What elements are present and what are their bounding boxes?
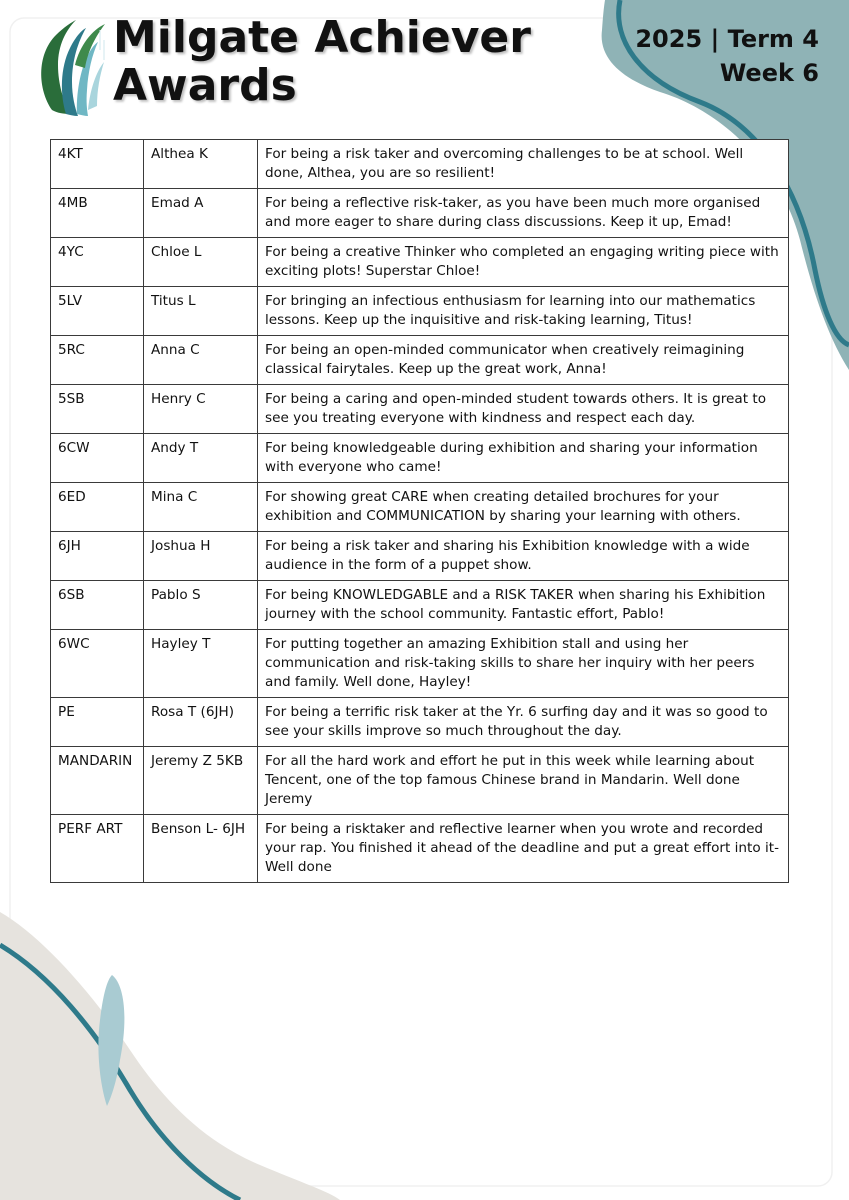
- awards-table: [50, 139, 789, 883]
- student-name-cell: Althea K: [144, 140, 258, 189]
- table-row: [51, 336, 789, 385]
- award-reason-cell: For being an open-minded communicator when creatively reimagining classical fairytales. Keep up the great work, Anna!: [258, 336, 789, 385]
- bottom-left-grey-swash: [0, 912, 340, 1200]
- award-reason-cell: For being KNOWLEDGABLE and a RISK TAKER when sharing his Exhibition journey with the school community. Fantastic effort, Pablo!: [258, 581, 789, 630]
- student-name-cell: Henry C: [144, 385, 258, 434]
- award-reason-cell: For bringing an infectious enthusiasm for learning into our mathematics lessons. Keep up the inquisitive and risk-taking learning, Titus!: [258, 287, 789, 336]
- award-reason-cell: For being a risk taker and sharing his Exhibition knowledge with a wide audience in the form of a puppet show.: [258, 532, 789, 581]
- class-cell: MANDARIN: [51, 747, 144, 815]
- title-line-1: Milgate Achiever: [113, 12, 531, 63]
- table-row: [51, 238, 789, 287]
- table-row: [51, 189, 789, 238]
- award-reason-cell: For showing great CARE when creating detailed brochures for your exhibition and COMMUNICATION by sharing your learning with others.: [258, 483, 789, 532]
- title-line-2: Awards: [113, 60, 297, 111]
- student-name-cell: Titus L: [144, 287, 258, 336]
- award-reason-cell: For being a risktaker and reflective learner when you wrote and recorded your rap. You finished it ahead of the deadline and put a great effort into it- Well done: [258, 815, 789, 883]
- award-reason-cell: For all the hard work and effort he put in this week while learning about Tencent, one of the top famous Chinese brand in Mandarin. Well done Jeremy: [258, 747, 789, 815]
- class-cell: 5SB: [51, 385, 144, 434]
- student-name-cell: Chloe L: [144, 238, 258, 287]
- student-name-cell: Anna C: [144, 336, 258, 385]
- class-cell: 4MB: [51, 189, 144, 238]
- milgate-logo: [30, 10, 110, 120]
- table-row: [51, 581, 789, 630]
- class-cell: 4KT: [51, 140, 144, 189]
- class-cell: 6JH: [51, 532, 144, 581]
- student-name-cell: Rosa T (6JH): [144, 698, 258, 747]
- class-cell: 5LV: [51, 287, 144, 336]
- award-reason-cell: For being knowledgeable during exhibition and sharing your information with everyone who came!: [258, 434, 789, 483]
- class-cell: 6CW: [51, 434, 144, 483]
- term-label: 2025 | Term 4: [635, 25, 819, 53]
- award-reason-cell: For putting together an amazing Exhibition stall and using her communication and risk-taking skills to share her inquiry with her peers and family. Well done, Hayley!: [258, 630, 789, 698]
- student-name-cell: Pablo S: [144, 581, 258, 630]
- table-row: [51, 385, 789, 434]
- award-reason-cell: For being a reflective risk-taker, as you have been much more organised and more eager to share during class discussions. Keep it up, Emad!: [258, 189, 789, 238]
- class-cell: 6ED: [51, 483, 144, 532]
- awards-table-body: [51, 140, 789, 883]
- student-name-cell: Andy T: [144, 434, 258, 483]
- table-row: [51, 434, 789, 483]
- table-row: [51, 287, 789, 336]
- student-name-cell: Benson L- 6JH: [144, 815, 258, 883]
- award-reason-cell: For being a risk taker and overcoming challenges to be at school. Well done, Althea, you are so resilient!: [258, 140, 789, 189]
- table-row: [51, 815, 789, 883]
- award-reason-cell: For being a caring and open-minded student towards others. It is great to see you treating everyone with kindness and respect each day.: [258, 385, 789, 434]
- class-cell: 6SB: [51, 581, 144, 630]
- page-title: [113, 14, 531, 110]
- award-reason-cell: For being a creative Thinker who completed an engaging writing piece with exciting plots! Superstar Chloe!: [258, 238, 789, 287]
- class-cell: 6WC: [51, 630, 144, 698]
- student-name-cell: Jeremy Z 5KB: [144, 747, 258, 815]
- student-name-cell: Joshua H: [144, 532, 258, 581]
- class-cell: 5RC: [51, 336, 144, 385]
- student-name-cell: Emad A: [144, 189, 258, 238]
- term-week-label: [635, 22, 819, 90]
- table-row: [51, 483, 789, 532]
- student-name-cell: Mina C: [144, 483, 258, 532]
- table-row: [51, 532, 789, 581]
- week-label: Week 6: [719, 59, 819, 87]
- award-reason-cell: For being a terrific risk taker at the Yr. 6 surfing day and it was so good to see your skills improve so much throughout the day.: [258, 698, 789, 747]
- table-row: [51, 630, 789, 698]
- table-row: [51, 747, 789, 815]
- student-name-cell: Hayley T: [144, 630, 258, 698]
- table-row: [51, 140, 789, 189]
- class-cell: PERF ART: [51, 815, 144, 883]
- table-row: [51, 698, 789, 747]
- class-cell: 4YC: [51, 238, 144, 287]
- class-cell: PE: [51, 698, 144, 747]
